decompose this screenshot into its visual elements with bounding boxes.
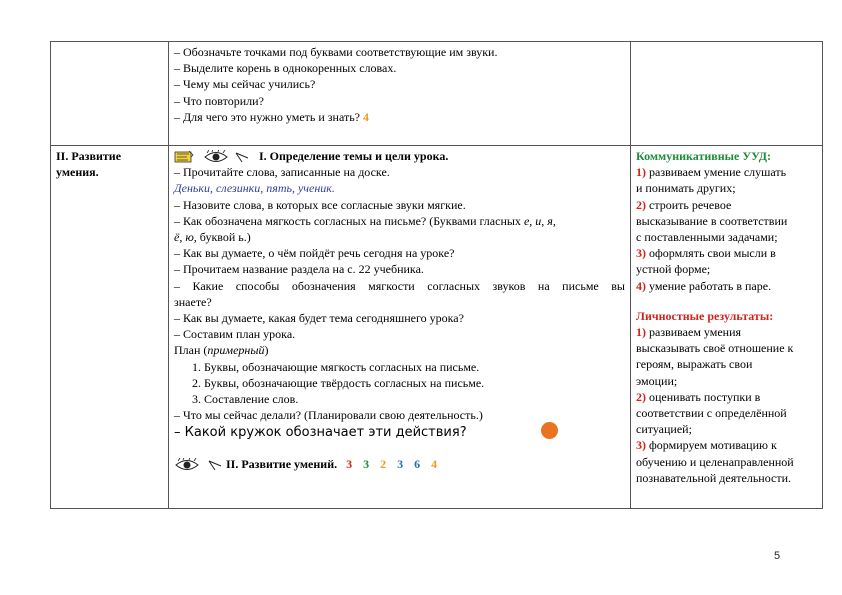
words-line: Деньки, слезинки, пять, ученик. xyxy=(174,181,335,196)
uud-cell-empty xyxy=(631,42,823,146)
plan-item: 2. Буквы, обозначающие твёрдость согласных на письме. xyxy=(192,375,485,390)
vowels-text: е, и, я, xyxy=(523,213,556,228)
lesson-table xyxy=(50,41,823,509)
plan-label xyxy=(174,342,625,358)
score-number: 3 xyxy=(397,456,404,471)
uud-item xyxy=(636,278,817,294)
text-line xyxy=(174,213,625,229)
pencil-icon xyxy=(207,458,223,472)
item-text: оформлять свои мысли в xyxy=(646,246,776,261)
item-text: эмоции; xyxy=(636,373,678,388)
item-number: 1) xyxy=(636,325,646,340)
spacer xyxy=(636,294,817,308)
item-text: высказывание в соответствии xyxy=(636,213,788,228)
text-line: – Прочитайте слова, записанные на доске. xyxy=(174,165,390,180)
item-text: с поставленными задачами; xyxy=(636,230,778,245)
text-line xyxy=(174,109,625,125)
item-text: познавательной деятельности. xyxy=(636,470,792,485)
text-line: – Какие способы обозначения мягкости согласных звуков на письме вы xyxy=(174,278,625,293)
item-number: 2) xyxy=(636,197,646,212)
item-text: умение работать в паре. xyxy=(646,278,772,293)
item-text: оценивать поступки в xyxy=(646,389,761,404)
item-text: формируем мотивацию к xyxy=(646,438,777,453)
item-text: обучению и целенаправленной xyxy=(636,454,794,469)
text-part: ) xyxy=(264,343,269,358)
uud-item xyxy=(636,164,817,180)
comm-uud-title: Коммуникативные УУД: xyxy=(636,149,772,163)
vowels-text: ё, ю, xyxy=(174,230,197,245)
table-row xyxy=(51,42,823,146)
plan-item: 3. Составление слов. xyxy=(192,392,299,407)
text-line: – Обозначьте точками под буквами соответствующие им звуки. xyxy=(174,45,498,59)
page-number: 5 xyxy=(774,550,781,562)
text-line: – Как вы думаете, о чём пойдёт речь сегодня на уроке? xyxy=(174,246,455,261)
table-row xyxy=(51,146,823,509)
score-number: 3 xyxy=(363,456,370,471)
plan-note: примерный xyxy=(207,343,265,358)
text-line: – Как вы думаете, какая будет тема сегодняшнего урока? xyxy=(174,311,464,326)
section-title: II. Развитие умений. xyxy=(226,456,338,471)
item-text: строить речевое xyxy=(646,197,732,212)
book-icon xyxy=(174,150,194,164)
uud-item xyxy=(636,324,817,340)
text-line: – Прочитаем название раздела на с. 22 учебника. xyxy=(174,262,424,277)
item-text: высказывать своё отношение к xyxy=(636,341,794,356)
item-number: 4) xyxy=(636,278,646,293)
activity-cell xyxy=(169,42,631,146)
item-text: соответствии с определённой xyxy=(636,406,787,421)
plan-item: 1. Буквы, обозначающие мягкость согласных на письме. xyxy=(192,359,480,374)
item-number: 2) xyxy=(636,389,646,404)
section-heading xyxy=(174,148,625,164)
item-number: 3) xyxy=(636,246,646,261)
text-part: План ( xyxy=(174,343,208,358)
item-number: 1) xyxy=(636,165,646,180)
score-number: 4 xyxy=(431,456,438,471)
personal-results-title: Личностные результаты: xyxy=(636,308,774,323)
text-line: – Какой кружок обозначает эти действия? xyxy=(174,424,467,440)
score-number: 4 xyxy=(363,109,370,124)
uud-cell xyxy=(631,146,823,509)
pencil-icon xyxy=(234,150,250,164)
text-line: – Что повторили? xyxy=(174,93,264,108)
activity-cell xyxy=(169,146,631,509)
question-text: – Для чего это нужно уметь и знать? xyxy=(174,109,361,124)
text-line: – Что мы сейчас делали? (Планировали свою деятельность.) xyxy=(174,408,483,423)
text-line: – Составим план урока. xyxy=(174,327,296,342)
section-title: I. Определение темы и цели урока. xyxy=(259,149,449,163)
text-line xyxy=(174,229,625,245)
section-heading xyxy=(174,456,625,472)
item-text: героям, выражать свои xyxy=(636,357,753,372)
item-text: устной форме; xyxy=(636,262,711,277)
stage-cell-empty xyxy=(51,42,169,146)
text-line: знаете? xyxy=(174,294,212,309)
uud-item xyxy=(636,437,817,453)
score-list xyxy=(346,457,445,471)
uud-item xyxy=(636,389,817,405)
text-line: – Чему мы сейчас учились? xyxy=(174,77,316,92)
uud-item xyxy=(636,245,817,261)
text-line: – Выделите корень в однокоренных словах. xyxy=(174,61,397,76)
text-line: – Назовите слова, в которых все согласные звуки мягкие. xyxy=(174,197,466,212)
item-text: ситуацией; xyxy=(636,422,692,437)
spacer xyxy=(174,442,625,456)
score-number: 3 xyxy=(346,456,353,471)
text-part: буквой ь.) xyxy=(199,230,251,245)
eye-icon xyxy=(203,150,229,164)
eye-icon xyxy=(174,458,200,472)
item-text: развиваем умение слушать xyxy=(646,165,787,180)
orange-circle-marker xyxy=(541,422,558,439)
uud-item xyxy=(636,197,817,213)
score-number: 2 xyxy=(380,456,387,471)
stage-cell xyxy=(51,146,169,509)
score-number: 6 xyxy=(414,456,421,471)
item-number: 3) xyxy=(636,438,646,453)
item-text: развиваем умения xyxy=(646,325,742,340)
stage-title: II. Развитие умения. xyxy=(56,149,122,180)
item-text: и понимать других; xyxy=(636,181,736,196)
text-part: – Как обозначена мягкость согласных на письме? (Буквами гласных xyxy=(174,213,521,228)
